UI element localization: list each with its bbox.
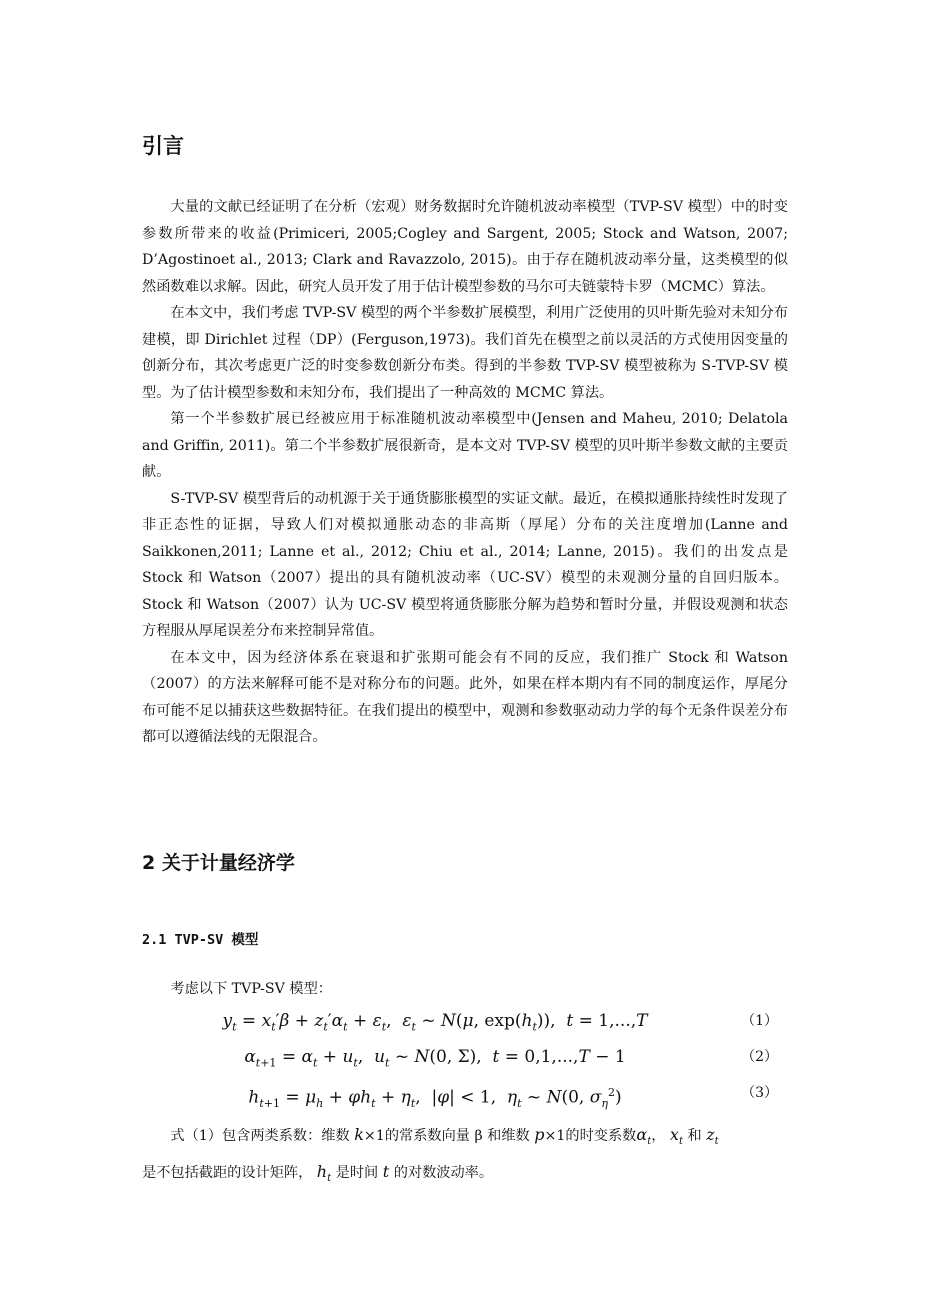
section-2-1-heading: 2.1 TVP-SV 模型 bbox=[142, 932, 259, 948]
intro-body bbox=[142, 194, 788, 751]
closing-text-c: 的时变系数 bbox=[565, 1128, 637, 1144]
section-2-heading: 2 关于计量经济学 bbox=[142, 852, 295, 874]
closing-text-d: 和 bbox=[687, 1128, 702, 1144]
equation-2-number: （2） bbox=[741, 1049, 778, 1065]
intro-paragraph-3: 第一个半参数扩展已经被应用于标准随机波动率模型中(Jensen and Maheu, 2010; Delatola and Griffin, 2011)。第二个半参数扩展很新奇，是本文对 TVP-SV 模型的贝叶斯半参数文献的主要贡献。 bbox=[142, 411, 788, 480]
model-intro-text: 考虑以下 TVP-SV 模型： bbox=[170, 981, 332, 997]
equation-3 bbox=[142, 1078, 788, 1111]
closing-line-1: 式（1）包含两类系数：维数 k×1的常系数向量 β 和维数 p×1的时变系数$\alpha_t$， $x_t$ 和 $z_t$ bbox=[170, 1125, 719, 1148]
intro-paragraph-1: 大量的文献已经证明了在分析（宏观）财务数据时允许随机波动率模型（TVP-SV 模型）中的时变参数所带来的收益(Primiceri, 2005;Cogley and Sargent, 2005; Stock and Watson, 2007; D’Agostinoet al., 2013; Clark and Ravazzolo, 2015)。由于存在随机波动率分量，这类模型的似然函数难以求解。因此，研究人员开发了用于估计模型参数的马尔可夫链蒙特卡罗（MCMC）算法。 bbox=[142, 199, 788, 295]
intro-paragraph-2: 在本文中，我们考虑 TVP-SV 模型的两个半参数扩展模型，利用广泛使用的贝叶斯先验对未知分布建模，即 Dirichlet 过程（DP）(Ferguson,1973)。我们首先在模型之前以灵活的方式使用因变量的创新分布，其次考虑更广泛的时变参数创新分布类。得到的半参数 TVP-SV 模型被称为 S-TVP-SV 模型。为了估计模型参数和未知分布，我们提出了一种高效的 MCMC 算法。 bbox=[142, 305, 788, 401]
intro-heading: 引言 bbox=[142, 134, 184, 158]
intro-paragraph-5: 在本文中，因为经济体系在衰退和扩张期可能会有不同的反应，我们推广 Stock 和 Watson（2007）的方法来解释可能不是对称分布的问题。此外，如果在样本期内有不同的制度运作，厚尾分布可能不足以捕获这些数据特征。在我们提出的模型中，观测和参数驱动动力学的每个无条件误差分布都可以遵循法线的无限混合。 bbox=[142, 649, 788, 745]
equation-1 bbox=[142, 1006, 788, 1036]
equation-1-formula: $y_t = x_t'\beta + z_t'\alpha_t + \varepsilon_t$, $\varepsilon_t$ ~ N(μ, $\exp(h_t)$), t = 1,...,T bbox=[222, 1011, 648, 1034]
closing-text-a: 式（1）包含两类系数：维数 bbox=[170, 1128, 350, 1144]
equation-2 bbox=[142, 1042, 788, 1072]
closing-line-2: 是不包括截距的设计矩阵， $h_t$ 是时间 t 的对数波动率。 bbox=[142, 1162, 494, 1185]
equation-3-number: （3） bbox=[741, 1085, 778, 1101]
intro-paragraph-4: S-TVP-SV 模型背后的动机源于关于通货膨胀模型的实证文献。最近，在模拟通胀持续性时发现了非正态性的证据，导致人们对模拟通胀动态的非高斯（厚尾）分布的关注度增加(Lanne and Saikkonen,2011; Lanne et al., 2012; Chiu et al., 2014; Lanne, 2015)。我们的出发点是 Stock 和 Watson（2007）提出的具有随机波动率（UC-SV）模型的未观测分量的自回归版本。Stock 和 Watson（2007）认为 UC-SV 模型将通货膨胀分解为趋势和暂时分量，并假设观测和状态方程服从厚尾误差分布来控制异常值。 bbox=[142, 490, 788, 639]
closing-text-e: 是不包括截距的设计矩阵， bbox=[142, 1165, 313, 1182]
equation-2-formula: $\alpha_{t+1} = \alpha_t + u_t$, $u_t$ ~ N(0, Σ), t = 0,1,...,T − 1 bbox=[244, 1047, 626, 1070]
closing-text-g: 的对数波动率。 bbox=[393, 1165, 494, 1182]
equation-3-formula: $h_{t+1} = \mu_h + \varphi h_t + \eta_t$, |φ| < 1, $\eta_t$ ~ N(0, $\sigma_\eta^2$) bbox=[248, 1086, 622, 1111]
equation-1-number: （1） bbox=[741, 1013, 778, 1029]
closing-text-b: 的常系数向量 β 和维数 bbox=[384, 1128, 530, 1144]
closing-text-f: 是时间 bbox=[335, 1165, 379, 1182]
coefficients-description bbox=[142, 1120, 788, 1194]
